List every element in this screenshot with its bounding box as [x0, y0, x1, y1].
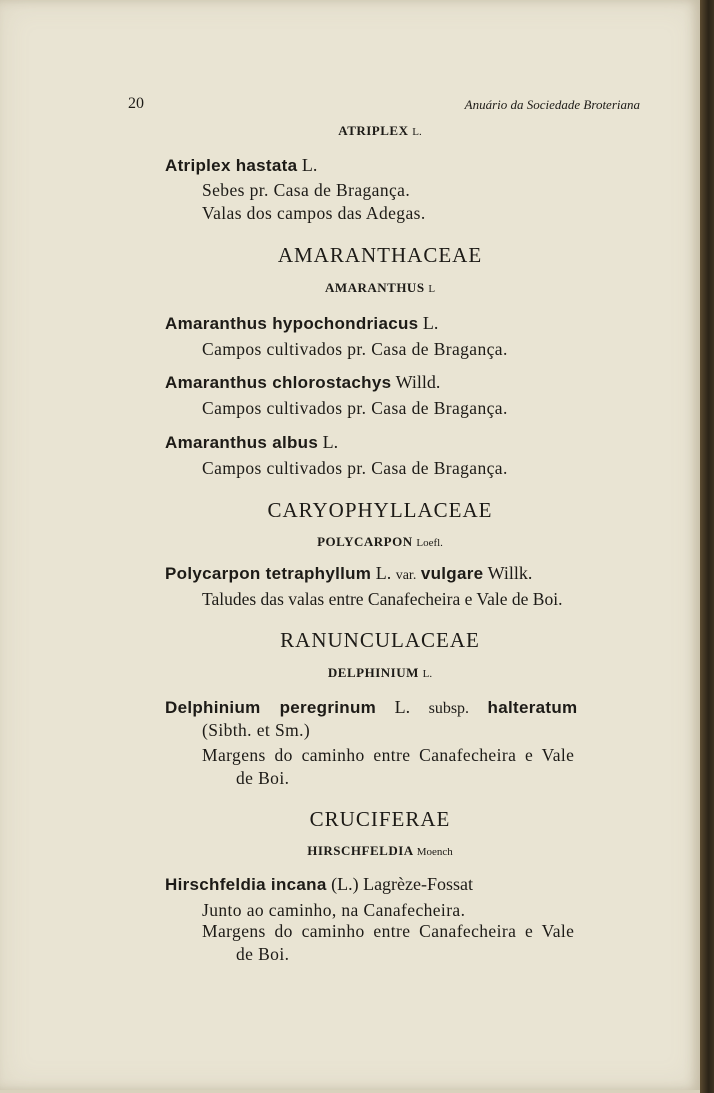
species-name: Amaranthus albus: [165, 433, 319, 452]
species-author: L.: [301, 155, 318, 175]
genus-author: Moench: [416, 846, 453, 858]
locality: de Boi.: [236, 944, 290, 964]
genus-name: ATRIPLEX: [338, 123, 409, 138]
genus-heading: [0, 123, 714, 139]
infraspecific-author: Willk.: [487, 563, 533, 583]
species-author: Willd.: [395, 372, 441, 392]
species-entry: [165, 155, 317, 176]
species-entry: [165, 372, 440, 393]
locality: Valas dos campos das Adegas.: [202, 203, 426, 223]
species-name: Delphinium peregrinum: [165, 698, 377, 717]
family-heading: CRUCIFERAE: [309, 807, 451, 831]
genus-heading: [0, 665, 714, 681]
species-name: Atriplex hastata: [165, 156, 298, 175]
family-heading: RANUNCULACEAE: [280, 628, 480, 652]
locality: Junto ao caminho, na Canafecheira.: [202, 900, 466, 920]
genus-author: Loefl.: [416, 537, 443, 549]
genus-name: POLYCARPON: [317, 534, 413, 549]
species-name: Polycarpon tetraphyllum: [165, 564, 372, 583]
infraspecific-rank: subsp.: [428, 700, 470, 717]
locality: Campos cultivados pr. Casa de Bragança.: [202, 339, 508, 359]
genus-name: AMARANTHUS: [324, 280, 425, 295]
species-author: L.: [322, 432, 339, 452]
species-name: Amaranthus chlorostachys: [165, 373, 392, 392]
locality: Margens do caminho entre Canafecheira e Vale: [202, 921, 575, 941]
infraspecific-name: halteratum: [487, 698, 578, 717]
locality: Sebes pr. Casa de Bragança.: [202, 180, 411, 200]
locality: Margens do caminho entre Canafecheira e Vale: [202, 745, 575, 765]
species-author: L.: [422, 313, 439, 333]
species-entry: [165, 432, 338, 453]
genus-author: L.: [412, 126, 422, 138]
infraspecific-rank: var.: [395, 568, 417, 583]
species-entry: [165, 697, 577, 718]
species-entry: [165, 563, 532, 584]
species-author: (L.) Lagrèze-Fossat: [331, 874, 474, 894]
infraspecific-author-line: (Sibth. et Sm.): [202, 720, 311, 740]
infraspecific-name: vulgare: [420, 564, 484, 583]
genus-author: L.: [422, 668, 433, 680]
species-entry: [165, 874, 473, 895]
species-author: L.: [394, 697, 411, 717]
genus-heading: [0, 534, 714, 550]
species-name: Hirschfeldia incana: [165, 875, 327, 894]
genus-author: L: [428, 283, 436, 295]
page-number: 20: [128, 95, 144, 112]
species-entry: [165, 313, 438, 334]
locality: Campos cultivados pr. Casa de Bragança.: [202, 458, 508, 478]
genus-name: HIRSCHFELDIA: [307, 843, 413, 858]
family-heading: AMARANTHACEAE: [277, 243, 483, 267]
running-head: Anuário da Sociedade Broteriana: [464, 97, 640, 112]
species-author: L.: [375, 563, 392, 583]
genus-heading: [0, 843, 714, 859]
locality: de Boi.: [236, 768, 290, 788]
locality: Campos cultivados pr. Casa de Bragança.: [202, 398, 508, 418]
species-name: Amaranthus hypochondriacus: [165, 314, 419, 333]
genus-heading: [0, 280, 714, 296]
family-heading: CARYOPHYLLACEAE: [267, 498, 493, 522]
locality: Taludes das valas entre Canafecheira e Vale de Boi.: [202, 589, 563, 609]
genus-name: DELPHINIUM: [327, 665, 419, 680]
